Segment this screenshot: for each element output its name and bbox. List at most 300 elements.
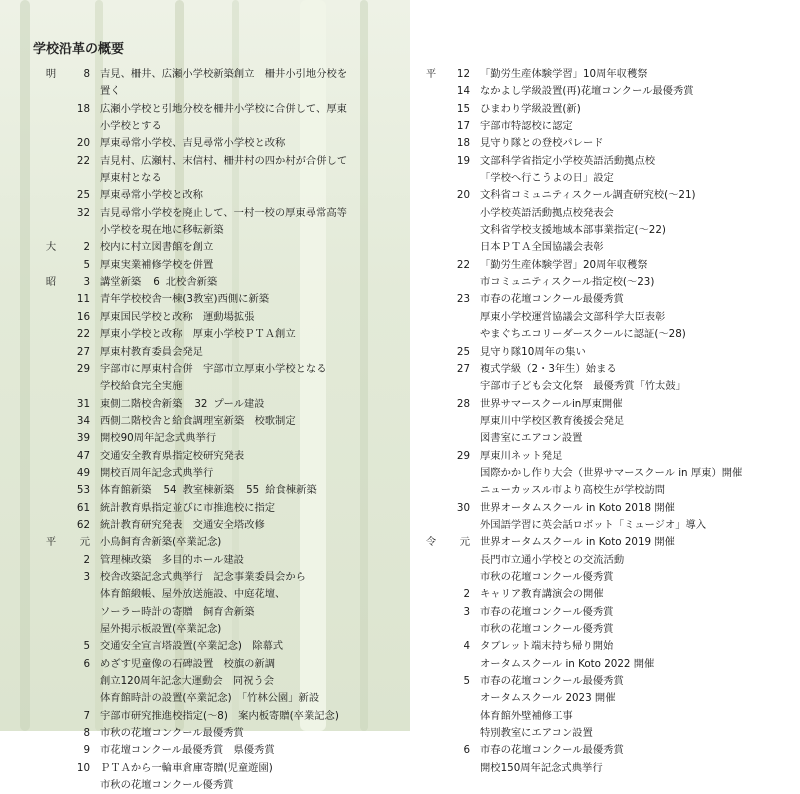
era-label — [420, 413, 442, 430]
event-text: ひまわり学級設置(新) — [480, 102, 581, 115]
history-row — [420, 205, 742, 222]
event-text: 開校百周年記念式典挙行 — [100, 466, 214, 479]
history-row — [40, 742, 347, 759]
year-label — [442, 708, 470, 725]
year-label: 27 — [456, 362, 470, 375]
era-label — [40, 604, 62, 621]
history-row — [420, 742, 742, 759]
year-label: 22 — [76, 328, 90, 341]
year-label: 55 — [246, 484, 260, 497]
history-row — [40, 135, 347, 152]
era-label — [40, 742, 62, 759]
era-label — [420, 118, 442, 135]
event-text: 宇部市特認校に認定 — [480, 120, 573, 133]
event-text: オータムスクール in Koto 2022 開催 — [480, 657, 655, 670]
history-row — [40, 690, 347, 707]
history-row — [420, 413, 742, 430]
era-label — [420, 638, 442, 655]
era-label: 平 — [45, 536, 57, 549]
event-text: 厚東川中学校区教育後援会発足 — [480, 414, 625, 427]
era-label — [40, 517, 62, 534]
era-label — [420, 222, 442, 239]
event-text: 交通安全宣言塔設置(卒業記念) 除幕式 — [100, 640, 284, 653]
history-row — [420, 83, 742, 100]
event-text: 小学校とする — [100, 120, 162, 133]
year-label: 6 — [83, 657, 90, 670]
era-label — [420, 482, 442, 499]
event-text: 体育館外壁補修工事 — [480, 709, 573, 722]
year-label — [442, 378, 470, 395]
event-text: 市秋の花壇コンクール優秀賞 — [480, 623, 614, 635]
event-text: 宇部市研究推進校指定(～8) 案内板寄贈(卒業記念) — [100, 709, 339, 722]
era-label — [420, 448, 442, 465]
history-row — [420, 482, 742, 499]
history-row — [40, 708, 347, 725]
event-text: 市春の花壇コンクール最優秀賞 — [480, 293, 624, 306]
event-text: 教室棟新築 — [182, 484, 235, 497]
era-label — [420, 326, 442, 343]
era-label — [40, 552, 62, 569]
history-row — [420, 135, 742, 152]
era-label — [420, 361, 442, 378]
event-text: 文部科学省指定小学校英語活動拠点校 — [480, 154, 656, 167]
event-text: 市春の花壇コンクール最優秀賞 — [480, 675, 624, 688]
era-label — [40, 413, 62, 430]
era-label: 明 — [45, 68, 57, 80]
event-text: やまぐちエコリーダースクールに認証(～28) — [480, 328, 686, 341]
year-label — [62, 621, 90, 638]
history-row — [40, 205, 347, 222]
history-row — [420, 326, 742, 343]
history-row — [40, 673, 347, 690]
era-label — [420, 205, 442, 222]
era-label — [40, 187, 62, 204]
era-label — [40, 222, 62, 239]
year-label — [442, 274, 470, 291]
event-text: 給食棟新築 — [265, 484, 317, 497]
history-row — [40, 534, 347, 551]
event-text: タブレット端末持ち帰り開始 — [480, 640, 614, 653]
history-row — [420, 396, 742, 413]
era-label — [40, 690, 62, 707]
year-label — [62, 604, 90, 621]
year-label: 29 — [76, 362, 90, 375]
event-text: 「勤労生産体験学習」20周年収穫祭 — [480, 258, 648, 271]
era-label — [40, 708, 62, 725]
event-text: 市コミュニティスクール指定校(～23) — [480, 276, 655, 289]
history-row — [420, 239, 742, 256]
year-label: 28 — [456, 397, 470, 410]
year-label: 3 — [83, 570, 90, 583]
event-text: 広瀬小学校と引地分校を柵井小学校に合併して、厚東 — [100, 102, 347, 115]
history-row — [420, 604, 742, 621]
event-text: 長門市立通小学校との交流活動 — [480, 553, 625, 566]
event-text: 「勤労生産体験学習」10周年収穫祭 — [480, 68, 648, 80]
era-label — [40, 656, 62, 673]
year-label — [442, 482, 470, 499]
era-label — [420, 760, 442, 777]
year-label: 27 — [76, 345, 90, 358]
year-label — [442, 326, 470, 343]
event-text: 市春の花壇コンクール最優秀賞 — [480, 744, 624, 757]
event-text: 文科省学校支援地域本部事業指定(～22) — [480, 224, 666, 237]
event-text: 置く — [100, 85, 121, 98]
history-row — [40, 291, 347, 308]
history-row — [40, 586, 347, 603]
history-row — [40, 465, 347, 482]
era-label — [40, 621, 62, 638]
history-row — [420, 274, 742, 291]
history-row — [420, 760, 742, 777]
history-row — [420, 257, 742, 274]
history-row — [40, 396, 347, 413]
history-row — [420, 621, 742, 638]
history-row — [40, 222, 347, 239]
era-label — [420, 430, 442, 447]
era-label — [420, 569, 442, 586]
event-text: 厚東小学校と改称 厚東小学校ＰＴＡ創立 — [100, 328, 296, 341]
history-row — [420, 708, 742, 725]
era-label — [40, 569, 62, 586]
event-text: 創立120周年記念大運動会 同祝う会 — [100, 675, 275, 688]
event-text: 交通安全教育県指定校研究発表 — [100, 449, 245, 462]
event-text: 市春の花壇コンクール優秀賞 — [480, 605, 614, 618]
era-label — [40, 396, 62, 413]
event-text: 厚東村教育委員会発足 — [100, 345, 203, 358]
history-row — [420, 552, 742, 569]
era-label — [420, 257, 442, 274]
history-row — [420, 725, 742, 742]
history-row — [40, 66, 347, 83]
event-text: 見守り隊との登校パレード — [480, 137, 604, 150]
history-row — [420, 309, 742, 326]
year-label — [62, 118, 90, 135]
history-row — [40, 777, 347, 794]
era-label — [420, 604, 442, 621]
era-label — [40, 153, 62, 170]
event-text: 厚東国民学校と改称 運動場拡張 — [100, 310, 255, 323]
page-title: 学校沿革の概要 — [33, 42, 125, 57]
year-label: 5 — [463, 675, 470, 688]
year-label: 31 — [76, 397, 90, 410]
year-label: 22 — [76, 154, 90, 167]
era-label — [40, 725, 62, 742]
history-row — [40, 239, 347, 256]
year-label: 49 — [76, 466, 90, 479]
year-label — [442, 725, 470, 742]
history-row — [420, 378, 742, 395]
year-label: 29 — [456, 449, 470, 462]
event-text: 厚東川ネット発足 — [480, 449, 563, 462]
year-label: 62 — [76, 518, 90, 531]
event-text: 東側二階校舎新築 — [100, 397, 183, 410]
history-row — [40, 274, 347, 291]
history-row — [420, 534, 742, 551]
event-text: なかよし学級設置(再)花壇コンクール最優秀賞 — [480, 85, 694, 98]
era-label — [420, 500, 442, 517]
history-row — [420, 430, 742, 447]
event-text: 市秋の花壇コンクール優秀賞 — [100, 779, 234, 792]
year-label: 61 — [76, 501, 90, 514]
era-label — [420, 708, 442, 725]
event-text: 日本ＰＴＡ全国協議会表彰 — [480, 241, 604, 254]
event-text: 講堂新築 — [100, 276, 142, 289]
era-label — [40, 430, 62, 447]
year-label — [62, 170, 90, 187]
history-row — [420, 656, 742, 673]
history-row — [40, 448, 347, 465]
history-row — [40, 517, 347, 534]
event-text: ＰＴＡから一輪車倉庫寄贈(児童遊園) — [100, 761, 273, 774]
event-text: 管理棟改築 多目的ホール建設 — [100, 553, 244, 566]
history-row — [40, 482, 347, 499]
era-label — [420, 187, 442, 204]
event-text: 宇部市に厚東村合併 宇部市立厚東小学校となる — [100, 362, 327, 375]
year-label — [62, 222, 90, 239]
event-text: 厚東尋常小学校と改称 — [100, 189, 203, 202]
year-label: 15 — [456, 102, 470, 115]
history-row — [420, 118, 742, 135]
year-label — [442, 656, 470, 673]
event-text: 開校90周年記念式典挙行 — [100, 432, 217, 445]
year-label: 6 — [153, 276, 160, 289]
history-row — [420, 638, 742, 655]
history-row — [40, 118, 347, 135]
history-row — [40, 430, 347, 447]
history-row — [420, 569, 742, 586]
history-row — [40, 725, 347, 742]
year-label: 2 — [463, 588, 470, 601]
year-label — [442, 517, 470, 534]
year-label: 4 — [463, 640, 470, 653]
era-label — [420, 153, 442, 170]
era-label — [40, 500, 62, 517]
event-text: キャリア教育講演会の開催 — [480, 588, 604, 601]
era-label — [40, 326, 62, 343]
year-label — [442, 205, 470, 222]
event-text: 世界オータムスクール in Koto 2019 開催 — [480, 536, 675, 549]
year-label: 2 — [83, 241, 90, 254]
year-label — [62, 690, 90, 707]
history-row — [420, 690, 742, 707]
era-label: 大 — [45, 241, 57, 254]
era-label — [40, 257, 62, 274]
era-label — [40, 586, 62, 603]
era-label — [40, 135, 62, 152]
event-text: 青年学校校舎一棟(3教室)西側に新築 — [100, 293, 270, 306]
era-label — [420, 517, 442, 534]
era-label — [420, 465, 442, 482]
event-text: 校舎改築記念式典挙行 記念事業委員会から — [100, 570, 306, 583]
event-text: 吉見、柵井、広瀬小学校新築創立 柵井小引地分校を — [100, 68, 348, 80]
era-label — [40, 465, 62, 482]
year-label: 10 — [76, 761, 90, 774]
history-list-right — [420, 66, 742, 777]
history-row — [420, 344, 742, 361]
history-row — [420, 448, 742, 465]
event-text: 市花壇コンクール最優秀賞 県優秀賞 — [100, 744, 275, 757]
event-text: 小鳥飼育舎新築(卒業記念) — [100, 536, 222, 549]
history-row — [40, 604, 347, 621]
history-row — [420, 500, 742, 517]
history-row — [40, 656, 347, 673]
era-label — [40, 673, 62, 690]
event-text: 複式学級（2・3年生）始まる — [480, 362, 617, 375]
era-label — [40, 448, 62, 465]
year-label — [442, 239, 470, 256]
era-label — [420, 673, 442, 690]
history-row — [420, 101, 742, 118]
event-text: 吉見村、広瀬村、末信村、柵井村の四か村が合併して — [100, 154, 348, 167]
era-label — [40, 378, 62, 395]
event-text: 統計教育研究発表 交通安全塔改修 — [100, 518, 265, 531]
event-text: 外国語学習に英会話ロボット「ミュージオ」導入 — [480, 518, 707, 531]
history-row — [40, 101, 347, 118]
year-label: 6 — [463, 744, 470, 757]
history-row — [420, 673, 742, 690]
event-text: 市秋の花壇コンクール優秀賞 — [480, 570, 614, 583]
history-row — [40, 413, 347, 430]
history-row — [40, 153, 347, 170]
year-label: 23 — [456, 293, 470, 306]
history-row — [420, 66, 742, 83]
event-text: 宇部市子ども会文化祭 最優秀賞「竹太鼓」 — [480, 380, 686, 393]
year-label — [62, 378, 90, 395]
year-label — [442, 760, 470, 777]
event-text: 吉見尋常小学校を廃止して、一村一校の厚東尋常高等 — [100, 206, 347, 219]
era-label — [40, 482, 62, 499]
year-label: 7 — [83, 709, 90, 722]
history-list-left — [40, 66, 347, 794]
year-label: 47 — [76, 449, 90, 462]
era-label — [40, 638, 62, 655]
year-label: 18 — [456, 137, 470, 150]
year-label: 20 — [456, 189, 470, 202]
history-row — [40, 500, 347, 517]
history-row — [40, 361, 347, 378]
era-label — [40, 777, 62, 794]
era-label — [420, 274, 442, 291]
year-label: 39 — [76, 432, 90, 445]
history-row — [40, 170, 347, 187]
era-label — [40, 118, 62, 135]
event-text: 図書室にエアコン設置 — [480, 432, 583, 445]
year-label — [62, 83, 90, 100]
year-label — [62, 586, 90, 603]
history-row — [420, 465, 742, 482]
era-label — [420, 170, 442, 187]
event-text: 厚東村となる — [100, 172, 162, 185]
history-row — [420, 291, 742, 308]
year-label: 8 — [83, 727, 90, 740]
year-label: 54 — [163, 484, 177, 497]
year-label — [62, 673, 90, 690]
history-row — [420, 222, 742, 239]
event-text: 見守り隊10周年の集い — [480, 345, 586, 358]
event-text: 体育館時計の設置(卒業記念) 「竹林公園」新設 — [100, 692, 320, 705]
event-text: ソーラー時計の寄贈 飼育舎新築 — [100, 605, 255, 618]
year-label — [442, 222, 470, 239]
event-text: 文科省コミュニティスクール調査研究校(～21) — [480, 189, 696, 202]
event-text: 「学校へ行こうよの日」設定 — [480, 172, 614, 185]
era-label — [40, 83, 62, 100]
event-text: めざす児童像の石碑設置 校旗の新調 — [100, 657, 276, 670]
year-label: 22 — [456, 258, 470, 271]
era-label — [420, 552, 442, 569]
era-label — [420, 239, 442, 256]
era-label — [40, 101, 62, 118]
event-text: 北校舎新築 — [165, 276, 218, 289]
event-text: プール建設 — [213, 397, 265, 410]
year-label: 元 — [459, 536, 470, 549]
year-label — [62, 777, 90, 794]
era-label — [40, 361, 62, 378]
era-label — [420, 742, 442, 759]
history-row — [420, 586, 742, 603]
era-label — [40, 309, 62, 326]
era-label — [40, 760, 62, 777]
history-row — [40, 569, 347, 586]
year-label: 25 — [456, 345, 470, 358]
era-label — [420, 725, 442, 742]
era-label — [420, 309, 442, 326]
year-label — [442, 413, 470, 430]
year-label: 20 — [76, 137, 90, 150]
event-text: 厚東小学校運営協議会文部科学大臣表彰 — [480, 310, 666, 323]
era-label — [420, 83, 442, 100]
history-row — [40, 552, 347, 569]
year-label: 8 — [83, 68, 90, 80]
year-label: 17 — [456, 120, 470, 133]
event-text: 開校150周年記念式典挙行 — [480, 761, 603, 774]
era-label — [420, 656, 442, 673]
year-label — [442, 569, 470, 586]
year-label — [442, 552, 470, 569]
year-label: 5 — [83, 640, 90, 653]
event-text: 厚東実業補修学校を併置 — [100, 258, 214, 271]
event-text: 体育館新築 — [100, 484, 152, 497]
event-text: 国際かかし作り大会（世界サマースクール in 厚東）開催 — [480, 466, 743, 479]
year-label: 53 — [76, 484, 90, 497]
history-row — [40, 187, 347, 204]
event-text: 西側二階校舎と給食調理室新築 校歌制定 — [100, 414, 296, 427]
event-text: 特別教室にエアコン設置 — [480, 727, 593, 740]
year-label: 5 — [83, 258, 90, 271]
history-row — [420, 153, 742, 170]
event-text: 体育館緞帳、屋外放送施設、中庭花壇、 — [100, 588, 286, 601]
era-label — [420, 378, 442, 395]
event-text: 世界サマースクールin厚東開催 — [480, 397, 623, 410]
event-text: ニューカッスル市より高校生が学校訪問 — [480, 484, 666, 497]
history-row — [40, 257, 347, 274]
era-label — [420, 690, 442, 707]
year-label — [442, 690, 470, 707]
era-label — [40, 170, 62, 187]
event-text: 小学校を現在地に移転新築 — [100, 224, 224, 237]
era-label: 昭 — [45, 276, 57, 289]
history-row — [420, 187, 742, 204]
era-label — [420, 396, 442, 413]
year-label: 14 — [456, 85, 470, 98]
era-label — [40, 344, 62, 361]
event-text: 世界オータムスクール in Koto 2018 開催 — [480, 501, 675, 514]
history-row — [40, 83, 347, 100]
event-text: オータムスクール 2023 開催 — [480, 692, 616, 705]
event-text: 学校給食完全実施 — [100, 380, 183, 393]
year-label: 11 — [76, 293, 90, 306]
year-label — [442, 430, 470, 447]
history-row — [420, 361, 742, 378]
